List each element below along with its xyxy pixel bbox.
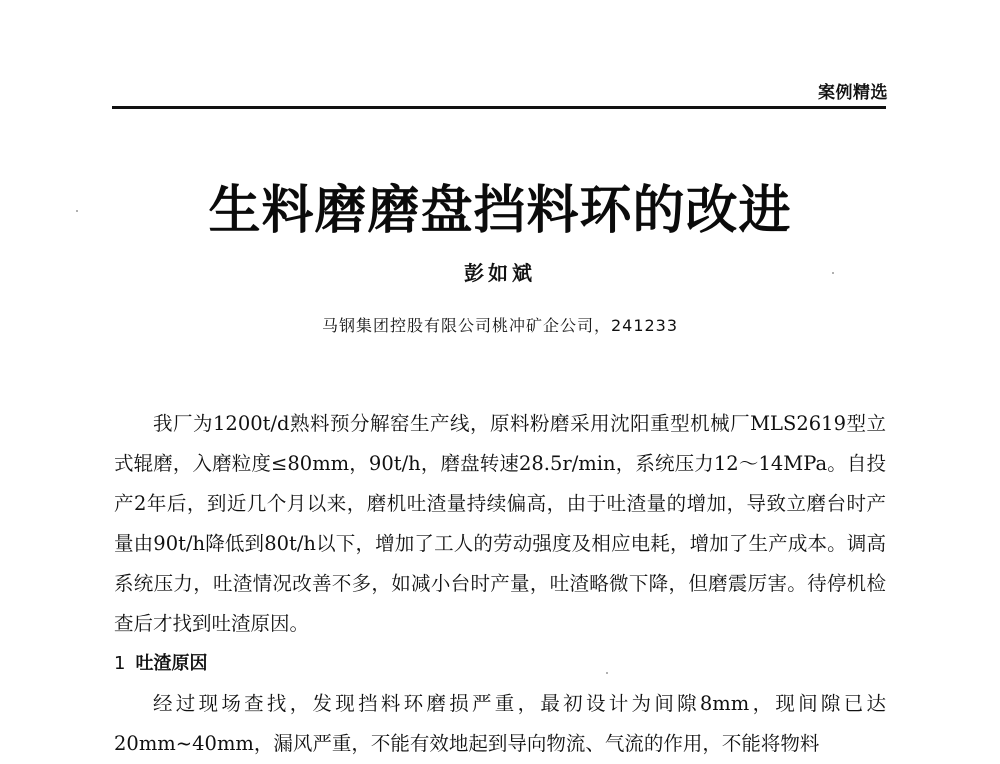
author-affiliation: 马钢集团控股有限公司桃冲矿企公司，241233 [321,316,679,335]
body-paragraph: 经过现场查找，发现挡料环磨损严重，最初设计为间隙8mm，现间隙已达20mm~40mm，漏风严重，不能有效地起到导向物流、气流的作用，不能将物料 [114,692,886,755]
section-number: 1 [114,653,126,674]
section-heading [114,644,886,684]
article-title: 生料磨磨盘挡料环的改进 [208,181,792,241]
body-paragraph: 我厂为1200t/d熟料预分解窑生产线，原料粉磨采用沈阳重型机械厂MLS2619型立式辊磨，入磨粒度≤80mm，90t/h，磨盘转速28.5r/min，系统压力12～14MPa。自投产2年后，到近几个月以来，磨机吐渣量持续偏高，由于吐渣量的增加，导致立磨台时产量由90t/h降低到80t/h以下，增加了工人的劳动强度及相应电耗，增加了生产成本。调高系统压力，吐渣情况改善不多，如减小台时产量，吐渣略微下降，但磨震厉害。待停机检查后才找到吐渣原因。 [114,412,886,635]
article-author: 彭如斌 [464,261,536,285]
header-rule [112,106,886,109]
article-body [114,404,886,764]
section-tag: 案例精选 [818,83,888,103]
section-title: 吐渣原因 [135,653,208,674]
